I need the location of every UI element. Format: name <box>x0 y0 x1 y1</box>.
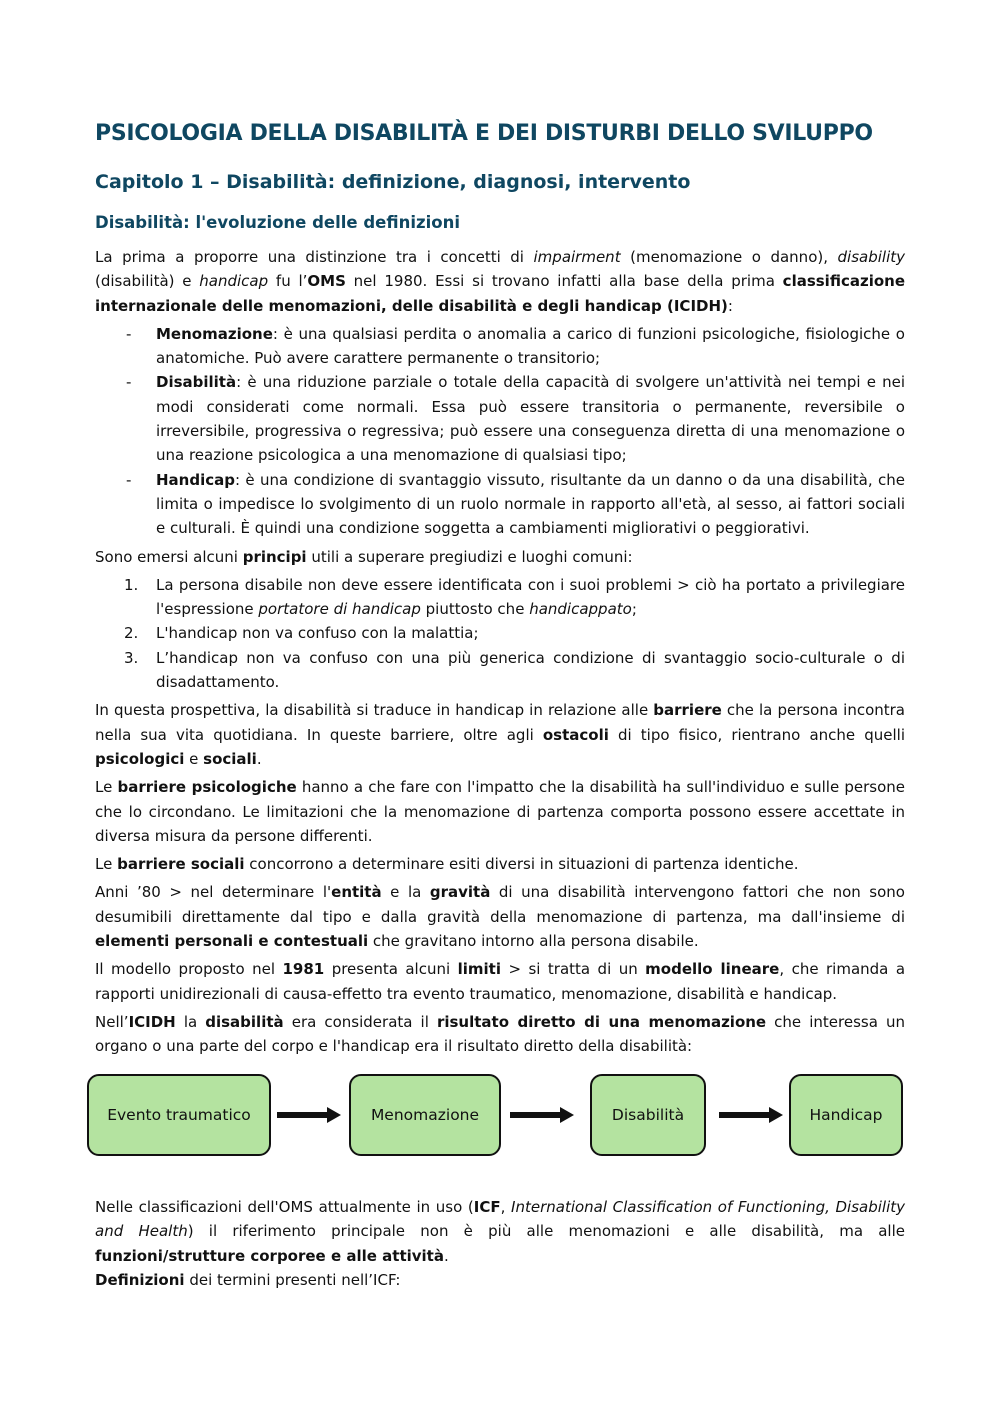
definition-term: Menomazione <box>156 324 273 343</box>
paragraph-psych-barriers <box>95 775 905 848</box>
text: , che rimanda a rapporti unidirezionali di causa-effetto tra evento traumatico, menomazione, disabilità e handicap. <box>95 960 906 1003</box>
text: modello lineare <box>645 960 780 979</box>
text: che gravitano intorno alla persona disabile. <box>368 932 699 951</box>
definition-term: Disabilità <box>156 373 237 392</box>
text: la <box>175 1012 206 1031</box>
text: portatore di handicap <box>258 600 421 619</box>
text: nel 1980. Essi si trovano infatti alla base della prima <box>345 272 783 291</box>
text: > si tratta di un <box>500 960 646 979</box>
arrow-right-icon <box>277 1107 341 1123</box>
body-text-after-diagram <box>95 1195 905 1296</box>
text: (menomazione o danno), <box>620 248 838 266</box>
flow-box-menomazione: Menomazione <box>349 1074 501 1156</box>
term-disability: disability <box>837 248 905 266</box>
paragraph-intro <box>95 245 905 318</box>
section-heading: Disabilità: l'evoluzione delle definizioni <box>95 213 460 232</box>
text: barriere sociali <box>117 855 245 874</box>
text: 1981 <box>282 960 325 979</box>
arrow-right-icon <box>510 1107 574 1123</box>
document-title: PSICOLOGIA DELLA DISABILITÀ E DEI DISTURBI DELLO SVILUPPO <box>95 121 873 146</box>
text: Nell’ <box>95 1012 129 1031</box>
text: e <box>184 749 204 768</box>
list-number: 2. <box>124 624 139 643</box>
text: piuttosto che <box>420 600 530 619</box>
text: barriere psicologiche <box>117 778 297 797</box>
text: Le <box>95 855 118 874</box>
text: e la <box>381 883 430 902</box>
text: gravità <box>429 883 491 902</box>
text: (disabilità) e <box>95 272 200 291</box>
text: utili a superare pregiudizi e luoghi comuni: <box>306 547 633 566</box>
term-principi: principi <box>242 547 307 566</box>
list-number: 3. <box>124 648 139 667</box>
text: era considerata il <box>283 1012 437 1031</box>
text: Le <box>95 778 118 797</box>
text: , <box>500 1198 512 1216</box>
text: concorrono a determinare esiti diversi in situazioni di partenza identiche. <box>244 855 799 874</box>
text: International Classification of Functioning, Disability and Health <box>95 1198 905 1241</box>
text: Nelle classificazioni dell'OMS attualmente in uso ( <box>95 1198 474 1216</box>
text: di una disabilità intervengono fattori che non sono desumibili direttamente dal tipo e dalla gravità della menomazione di partenza, ma dall'insieme di <box>95 883 905 926</box>
flow-box-evento: Evento traumatico <box>87 1074 271 1156</box>
paragraph-social-barriers <box>95 852 905 876</box>
paragraph-principles-intro <box>95 545 905 569</box>
text: : <box>727 296 733 315</box>
text: che interessa un organo o una parte del corpo e l'handicap era il risultato diretto della disabilità: <box>95 1012 905 1056</box>
text: dei termini presenti nell’ICF: <box>184 1270 401 1289</box>
text: entità <box>331 883 382 902</box>
list-item <box>95 621 905 645</box>
list-number: 1. <box>124 575 139 594</box>
term-handicap: handicap <box>199 272 269 291</box>
text: funzioni/strutture corporee e alle attività <box>95 1246 444 1265</box>
text: handicappato <box>529 600 632 619</box>
text: Sono emersi alcuni <box>95 547 243 566</box>
definition-text: : è una condizione di svantaggio vissuto, risultante da un danno o da una disabilità, che limita o impedisce lo svolgimento di un ruolo normale in rapporto all'età, al sesso, ai fattori sociali e culturali. È quindi una condizione soggetta a cambiamenti migliorativi o peggiorativi. <box>156 470 905 538</box>
paragraph-model-1981 <box>95 957 905 1006</box>
text: ICF <box>473 1198 501 1216</box>
list-item <box>95 322 905 371</box>
term-oms: OMS <box>307 272 346 291</box>
text: barriere <box>653 701 722 720</box>
text: Definizioni <box>95 1270 185 1289</box>
list-item <box>95 468 905 541</box>
text: che la persona incontra nella sua vita quotidiana. In queste barriere, oltre agli <box>95 701 905 744</box>
text: ) il riferimento principale non è più alle menomazioni e alle disabilità, ma alle <box>187 1222 905 1241</box>
text: elementi personali e contestuali <box>95 932 369 951</box>
icidh-flow-diagram <box>87 1074 903 1160</box>
text: . <box>256 749 262 768</box>
text: ICIDH <box>128 1012 176 1031</box>
text: La prima a proporre una distinzione tra i concetti di <box>95 248 534 266</box>
text: limiti <box>457 960 501 979</box>
chapter-heading: Capitolo 1 – Disabilità: definizione, diagnosi, intervento <box>95 171 691 193</box>
definitions-list <box>95 322 905 541</box>
text: disabilità <box>205 1012 284 1031</box>
definition-text: : è una qualsiasi perdita o anomalia a carico di funzioni psicologiche, fisiologiche o anatomiche. Può avere carattere permanente o transitorio; <box>156 324 905 368</box>
body-text <box>95 245 905 1063</box>
text: Il modello proposto nel <box>95 960 283 979</box>
list-item <box>95 370 905 467</box>
paragraph-eighties <box>95 880 905 953</box>
arrow-right-icon <box>719 1107 783 1123</box>
text: In questa prospettiva, la disabilità si traduce in handicap in relazione alle <box>95 701 654 720</box>
term-icidh: classificazione internazionale delle menomazioni, delle disabilità e degli handicap (ICIDH) <box>95 272 905 315</box>
text: La persona disabile non deve essere identificata con i suoi problemi > ciò ha portato a privilegiare l'espressione <box>156 575 905 619</box>
flow-box-handicap: Handicap <box>789 1074 903 1156</box>
paragraph-icidh <box>95 1010 905 1059</box>
text: . <box>443 1246 449 1265</box>
paragraph-icf <box>95 1195 905 1268</box>
text: L’handicap non va confuso con una più generica condizione di svantaggio socio-culturale o di disadattamento. <box>156 648 905 692</box>
text: Anni ’80 > nel determinare l' <box>95 883 332 902</box>
list-item <box>95 573 905 622</box>
paragraph-definitions-intro <box>95 1268 905 1292</box>
text: L'handicap non va confuso con la malattia; <box>156 624 479 643</box>
term-impairment: impairment <box>533 248 621 266</box>
definition-term: Handicap <box>156 470 235 489</box>
text: di tipo fisico, rientrano anche quelli <box>608 725 905 744</box>
paragraph-barriers <box>95 698 905 771</box>
text: fu l’ <box>268 272 308 291</box>
list-item <box>95 646 905 695</box>
text: presenta alcuni <box>324 960 458 979</box>
principles-list <box>95 573 905 694</box>
text: risultato diretto di una menomazione <box>436 1012 767 1031</box>
text: ; <box>631 600 637 619</box>
text: sociali <box>203 749 257 768</box>
flow-box-disabilita: Disabilità <box>590 1074 706 1156</box>
text: hanno a che fare con l'impatto che la disabilità ha sull'individuo e sulle persone che lo circondano. Le limitazioni che la menomazione di partenza comporta possono essere accettate in diversa misura da persone differenti. <box>95 778 905 845</box>
text: ostacoli <box>542 725 609 744</box>
text: psicologici <box>95 749 185 768</box>
definition-text: : è una riduzione parziale o totale della capacità di svolgere un'attività nei tempi e nei modi considerati come normali. Essa può essere transitoria o permanente, reversibile o irreversibile, progressiva o regressiva; può essere una conseguenza diretta di una menomazione o una reazione psicologica a una menomazione di qualsiasi tipo; <box>156 373 905 465</box>
